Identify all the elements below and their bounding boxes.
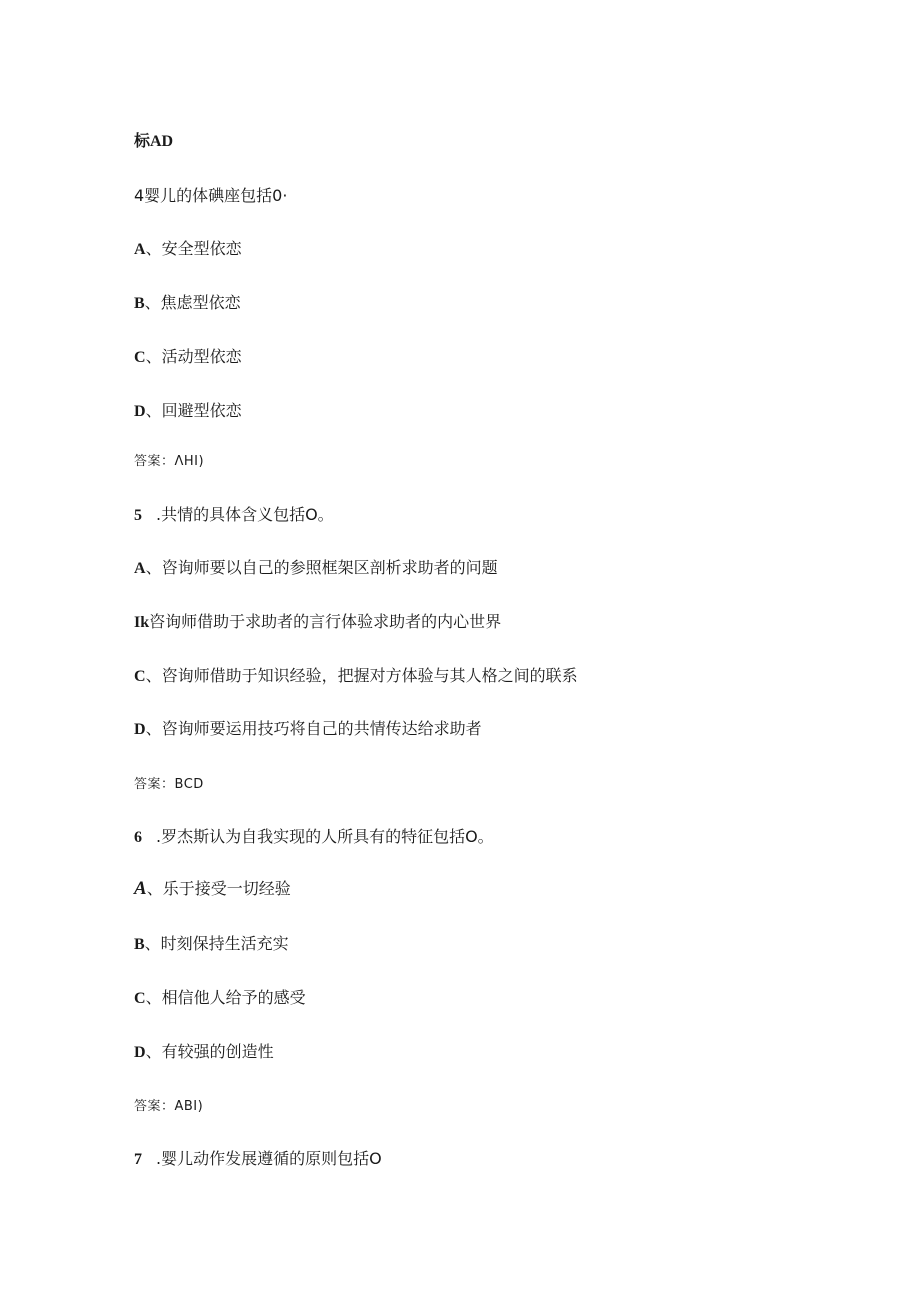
option-6a: A、乐于接受一切经验 [134, 878, 291, 899]
answer-5: 答案：BCD [134, 777, 204, 792]
question-6: 6 .罗杰斯认为自我实现的人所具有的特征包括O。 [134, 827, 494, 846]
option-5b: Ik咨询师借助于求助者的言行体验求助者的内心世界 [134, 612, 502, 631]
option-5c: C、咨询师借助于知识经验，把握对方体验与其人格之间的联系 [134, 666, 578, 685]
option-4a: A、安全型依恋 [134, 239, 242, 258]
option-6b: B、时刻保持生活充实 [134, 934, 289, 953]
option-5d: D、咨询师要运用技巧将自己的共情传达给求助者 [134, 719, 482, 738]
option-4c: C、活动型依恋 [134, 347, 242, 366]
option-4b: B、焦虑型依恋 [134, 293, 241, 312]
answer-fragment: 标AD [134, 133, 174, 150]
answer-4: 答案：ΛHI) [134, 454, 205, 469]
option-4d: D、回避型依恋 [134, 401, 242, 420]
question-4: 4婴儿的体碘座包括0· [134, 186, 288, 205]
option-6c: C、相信他人给予的感受 [134, 988, 306, 1007]
question-7: 7 .婴儿动作发展遵循的原则包括O [134, 1149, 382, 1168]
option-5a: A、咨询师要以自己的参照框架区剖析求助者的问题 [134, 558, 498, 577]
option-6d: D、有较强的创造性 [134, 1042, 274, 1061]
question-5: 5 .共情的具体含义包括O。 [134, 505, 334, 524]
answer-6: 答案：ABI) [134, 1099, 204, 1114]
